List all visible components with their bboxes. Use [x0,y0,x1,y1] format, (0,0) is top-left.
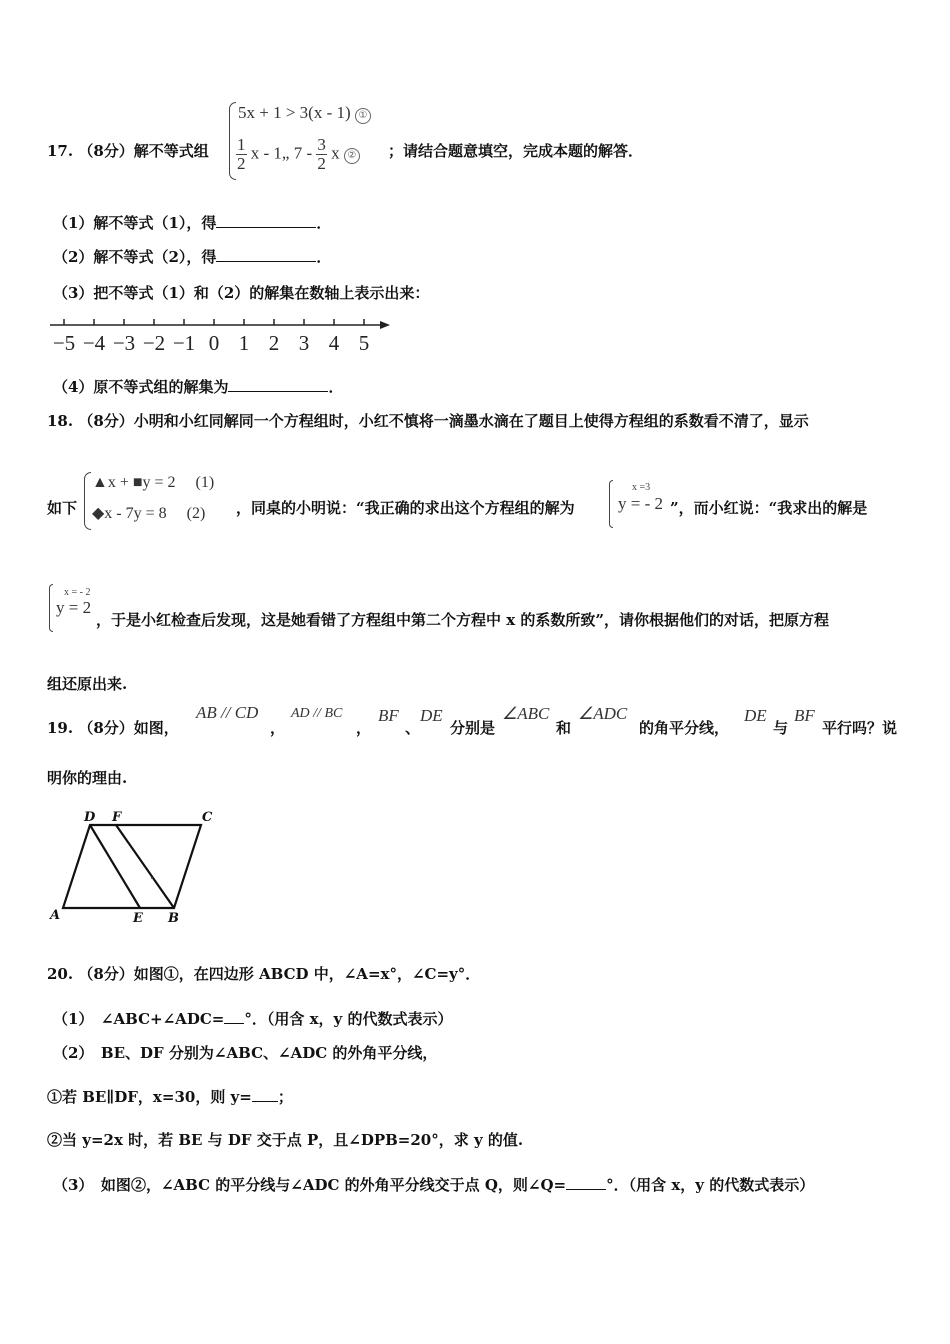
q19-text-4: 的角平分线， [639,719,730,737]
number-line-label: −2 [142,331,166,355]
q19-text-5: 与 [773,719,789,737]
number-line-label: 5 [358,331,370,355]
q19-ad-parallel-bc: AD // BC [291,706,343,721]
fig-label-f: F [112,810,122,825]
q18-ming-y: y = - 2 [618,494,663,513]
q19-text-2: 分别是 [450,719,496,737]
fig-label-a: A [50,908,61,923]
q19-angle-adc: ∠ADC [578,704,628,723]
q19-bf: BF [378,706,399,725]
q19-text-3: 和 [556,719,572,737]
q18-hong-x: x = - 2 [64,587,91,598]
number-line-arrow [380,321,390,329]
segment-de [90,825,140,908]
q17-part4-blank[interactable] [228,377,328,392]
q19-de: DE [420,706,443,725]
q19-angle-abc: ∠ABC [502,704,550,723]
q17-number-line [46,312,396,362]
q18-line3: ，于是小红检查后发现，这是她看错了方程组中第二个方程中 x 的系数所致”，请你根据他们的对话，把原方程 [96,611,830,629]
q17-part1: （1）解不等式（1），得 ． [53,214,332,232]
q17-tail: ；请结合题意填空，完成本题的解答． [388,142,644,160]
q18-equation-1: ▲x + ■y = 2 (1) [92,474,215,491]
q18-line4: 组还原出来. [47,675,128,693]
number-line-label: 2 [268,331,280,355]
q19-comma-1: ， [270,719,286,737]
q20-sub2: ②当 y=2x 时，若 BE 与 DF 交于点 P，且∠DPB=20°，求 y 的值. [47,1131,524,1149]
q20-part1-blank[interactable] [224,1009,244,1024]
q18-line2-end: ”，而小红说：“我求出的解是 [670,499,868,517]
q20-part3: （3） 如图②，∠ABC 的平分线与∠ADC 的外角平分线交于点 Q，则∠Q= °．（用含 x，y 的代数式表示） [53,1176,815,1194]
q18-hong-brace [49,584,53,632]
fig-label-c: C [202,810,213,825]
number-line-label: 1 [238,331,250,355]
q19-bf-2: BF [794,706,815,725]
q18-system-brace [84,472,91,530]
q19-text-6: 平行吗？说 [822,719,898,737]
number-line-label: −3 [112,331,136,355]
q19-dun: 、 [405,719,421,737]
q17-part3: （3）把不等式（1）和（2）的解集在数轴上表示出来： [53,284,430,302]
q19-de-2: DE [744,706,767,725]
q20-line1: 20. （8分）如图①，在四边形 ABCD 中，∠A=x°，∠C=y°． [47,965,481,983]
number-line-label: 3 [298,331,310,355]
number-line-label: 4 [328,331,340,355]
q19-line2: 明你的理由. [47,769,128,787]
q20-part2: （2） BE、DF 分别为∠ABC、∠ADC 的外角平分线， [53,1044,438,1062]
q17-header: 17. （8分）解不等式组 [47,142,209,160]
q18-line2-mid: ，同桌的小明说：“我正确的求出这个方程组的解为 [236,499,575,517]
q17-part2: （2）解不等式（2），得 ． [53,248,332,266]
q20-sub1-blank[interactable] [252,1087,278,1102]
q18-line1: 18. （8分）小明和小红同解同一个方程组时，小红不慎将一滴墨水滴在了题目上使得方程组的系数看不清了，显示 [47,412,809,430]
q19-figure [44,805,234,925]
q18-ming-x: x =3 [632,482,651,493]
q18-hong-y: y = 2 [56,598,92,617]
number-line-label: −1 [172,331,196,355]
q20-part1: （1） ∠ABC+∠ADC= °．（用含 x，y 的代数式表示） [53,1010,453,1028]
q17-inequality-2: $\frac{1}{2}$ x - 1„ 7 - $\frac{3}{2}$ x ② [236,136,360,173]
q17-part4: （4）原不等式组的解集为 ． [53,378,344,396]
q18-ming-brace [609,480,613,528]
fig-label-e: E [133,911,143,925]
fig-label-b: B [168,911,179,925]
q20-part3-blank[interactable] [566,1175,606,1190]
segment-fb [116,825,174,908]
q19-comma-2: ， [356,719,372,737]
q17-inequality-1: 5x + 1 > 3(x - 1) ① [238,103,371,124]
q20-sub1: ①若 BE∥DF，x=30，则 y= ； [47,1088,293,1106]
q18-line2-prefix: 如下 [47,499,78,517]
q17-system-brace [229,102,236,180]
q17-part2-blank[interactable] [216,247,316,262]
q19-header: 19. （8分）如图， [47,719,179,737]
number-line-label: 0 [208,331,220,355]
fig-label-d: D [84,810,96,825]
q18-equation-2: ◆x - 7y = 8 (2) [92,505,206,522]
q19-ab-parallel-cd: AB // CD [196,703,259,722]
number-line-label: −4 [82,331,106,355]
q17-part1-blank[interactable] [216,213,316,228]
number-line-label: −5 [52,331,76,355]
